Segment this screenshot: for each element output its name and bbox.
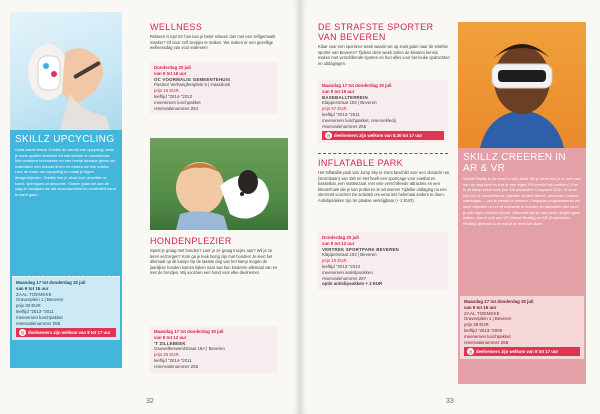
upcycling-reservation: reservatienummer Z68 bbox=[16, 320, 61, 326]
hondenplezier-venue: 'T ZILLEBEEK bbox=[154, 340, 186, 346]
vr-age: leeftijd "2013-"2009 bbox=[464, 327, 503, 333]
vr-badge-text: deelnemers zijn welkom van 8 tot 17 uur bbox=[476, 348, 559, 354]
wellness-reservation: reservatienummer Z64 bbox=[154, 105, 199, 111]
upcycling-info bbox=[12, 276, 120, 340]
vr-boy-illustration bbox=[458, 22, 586, 148]
page-number-right: 33 bbox=[446, 398, 454, 405]
vr-venue: ZAAL TOEMEKE bbox=[464, 310, 500, 316]
upcycling-date: Maandag 17 tot donderdag 20 juli bbox=[16, 280, 86, 285]
strafste-price: prijs 67 EUR bbox=[322, 106, 347, 112]
inflatable-article bbox=[318, 158, 450, 204]
inflatable-extra: optie antislipsokken + 2 EUR bbox=[322, 281, 383, 287]
inflatable-price: prijs 19 EUR bbox=[322, 258, 347, 264]
hondenplezier-date: Maandag 17 tot donderdag 20 juli bbox=[154, 329, 224, 334]
inflatable-reservation: reservatienummer Z67 bbox=[322, 275, 367, 281]
hondenplezier-info bbox=[150, 326, 278, 373]
inflatable-body: Het Inflatable park van Jump Sky te Gent beschikt over een obstacle run (stormbaan) van 150 m! Het heeft een sportcage voor voetbal en basketbal, een mattenzaal, met vele verschillende attracties en een kleuterhoek die je kan proberen te veroveren! Tijdelke uitdaging na een sterrenrit voorziet! De activiteit om eens iets helemaal anders te doen. Antislipsokken zijn ter plaatse verkrijgbaar (+ 2 EUR). bbox=[318, 170, 450, 203]
upcycling-badge bbox=[16, 328, 116, 337]
strafste-meeting: meenemen lunchpakket, reservekledij bbox=[322, 117, 396, 123]
wellness-price: prijs 18 EUR bbox=[154, 88, 179, 94]
wellness-body: Relaxen is top! En hoe kan je beter relaxen dan met een zelfgemaakt masker? Of door zelf zeepjes te maken. We maken er een gezellige wellnessdag van voor iedereen! bbox=[150, 34, 276, 51]
vr-reservation: reservatienummer Z68 bbox=[464, 339, 509, 345]
wellness-time: van 9 tot 16 uur bbox=[154, 70, 187, 76]
hondenplezier-title: HONDENPLEZIER bbox=[150, 236, 232, 246]
vr-badge bbox=[464, 347, 580, 356]
upcycling-badge-text: doelnemers zijn welkom van 8 tot 17 uur bbox=[28, 329, 111, 335]
section-divider bbox=[318, 153, 448, 154]
clock-icon: ◷ bbox=[326, 132, 331, 138]
hondenplezier-address: Gauwelkeswerdstraat 18A | Beveren bbox=[154, 346, 225, 352]
inflatable-info bbox=[318, 232, 448, 290]
clock-icon: ◷ bbox=[20, 329, 25, 335]
hondenplezier-article bbox=[150, 236, 282, 276]
upcycling-age: leeftijd "2013-"2011 bbox=[16, 308, 54, 314]
hondenplezier-price: prijs 25 EUR bbox=[154, 352, 179, 358]
upcycling-price: prijs 30 EUR bbox=[16, 303, 41, 309]
hondenplezier-body: Speel je graag met honden? Leer je ze graag trucjes aan? Wil je ze leren verzorgen? Kom ga je leuk bezig zijn met honden! Je leert het allemaal op dit kamp! Op de laatste dag van het kamp mogen de jaarlijkse honden komen kijken naar wat hun kinderen allemaal van en met de hondjes. Wij voorzien een hond voor elke deelnemer. bbox=[150, 248, 278, 276]
vr-date: Maandag 17 tot donderdag 20 juli bbox=[464, 299, 534, 304]
wellness-meeting: meenemen lunchpakket bbox=[154, 99, 201, 105]
strafste-reservation: reservatienummer Z66 bbox=[322, 123, 367, 129]
strafste-venue: BASEBALLTERREIN bbox=[322, 94, 368, 100]
vr-price: prijs 38 EUR bbox=[464, 322, 489, 328]
inflatable-title: INFLATABLE PARK bbox=[318, 158, 404, 168]
vr-info bbox=[460, 296, 584, 359]
strafste-time: van 9 tot 16 uur bbox=[322, 88, 355, 94]
wellness-age: leeftijd "2014-"2012 bbox=[154, 93, 193, 99]
upcycling-venue: ZAAL TOEMEKE bbox=[16, 291, 52, 297]
upcycling-address: Gravenplein 1 | Beveren bbox=[16, 297, 64, 303]
wellness-article bbox=[150, 22, 282, 51]
inflatable-meeting: meenemen antislipsokken bbox=[322, 269, 373, 275]
strafste-badge-text: deelnemers zijn welkom van 8.30 tot 17 uur bbox=[334, 132, 423, 138]
upcycling-time: van 9 tot 16 uur bbox=[16, 285, 49, 291]
upcycling-title: SKILLZ UPCYCLING bbox=[15, 134, 115, 145]
hondenplezier-age: leeftijd "2014-"2011 bbox=[154, 357, 192, 363]
strafste-title: DE STRAFSTE SPORTER VAN BEVEREN bbox=[318, 22, 434, 42]
kid-painting-illustration bbox=[10, 12, 122, 130]
strafste-address: Klapperstraat 103 | Beveren bbox=[322, 100, 377, 106]
strafste-info bbox=[318, 80, 448, 143]
vr-title: SKILLZ CREEREN IN AR & VR bbox=[463, 152, 566, 174]
vr-body: Virtual Reality is de trend in tech-land! Wil je leren hoe je er zelf mee aan de slag kunt en hoe je een eigen VR-wereld kan creëren? Dan is dit kamp zeker voor jou! We ontdekken Cospaces EDU. In deze tool kun je verschillende objecten vinden: dieren, personen, huizen, voertuigen … om je wereld te creëren. Cospaces programmeren we onze objecten om ze te interactie te kunnen en aanvullen dan vond je ook eigen virtuele wereld. Uiteraard kijk je naar onze dingen gaan maken, kan je ook wat VR (Virtual Reality) en AR (Augmented Reality) allemaal is en wat je er mee kan doen. bbox=[463, 176, 581, 226]
wellness-info bbox=[150, 62, 278, 114]
hondenplezier-reservation: reservatienummer Z65 bbox=[154, 363, 199, 369]
inflatable-time: van 9 tot 12 uur bbox=[322, 240, 355, 246]
hondenplezier-time: van 9 tot 12 uur bbox=[154, 334, 187, 340]
wellness-title: WELLNESS bbox=[150, 22, 203, 32]
clock-icon: ◷ bbox=[468, 348, 473, 354]
strafste-date: Maandag 17 tot donderdag 20 juli bbox=[322, 83, 392, 88]
inflatable-age: leeftijd "2013-"2010 bbox=[322, 263, 361, 269]
strafste-age: leeftijd "2013-"2011 bbox=[322, 111, 360, 117]
vr-time: van 9 tot 16 uur bbox=[464, 304, 497, 310]
vr-address: Gravenplein 1 | Beveren bbox=[464, 316, 512, 322]
vr-meeting: meenemen lunchpakket bbox=[464, 333, 511, 339]
inflatable-venue: VERTREK SPORTPARK BEVEREN bbox=[322, 246, 399, 252]
inflatable-address: Klapperstraat 103 | Beveren bbox=[322, 252, 377, 258]
photo-kid-painting bbox=[10, 12, 122, 130]
strafste-body: Klaar voor een sportieve week waarin we op zoek gaan naar de strafste sporter van Beveren? Tijdens deze week zullen de kleuters kennis maken met verschillende sporten en hun alles voor het leuke opdrachten en uitdagingen. bbox=[318, 44, 450, 66]
wellness-date: Donderdag 20 juli bbox=[154, 65, 191, 70]
inflatable-date: Donderdag 20 juli bbox=[322, 235, 359, 240]
photo-vr-boy bbox=[458, 22, 586, 148]
boy-dog-illustration bbox=[150, 138, 288, 230]
strafste-article bbox=[318, 22, 450, 66]
upcycling-meeting: meenemen lunchpakket bbox=[16, 314, 63, 320]
wellness-address: Pastoor Verhaeghenplein 5 | Haasdonk bbox=[154, 82, 231, 88]
strafste-badge bbox=[322, 131, 444, 140]
page-number-left: 32 bbox=[146, 398, 154, 405]
wellness-venue: OC VOORMALIG GEMEENTEHUIS bbox=[154, 76, 231, 82]
upcycling-body: Ouds wordt nieuw! Ontdek de wereld van upcycling, waar je oude spullen omtovert tot iets nieuws en waardevols. Met creatieve technieken en een beetje fantasie geven we materialen een tweede leven en maken we iets unieks. Leer de basis van upcycling en maak je eigen designobjecten. Ontdek hoe je afval kunt omzetten in kunst, speelgoed of decoratie. Samen gaan we aan de slag en bewijzen we dat duurzaamheid en creativiteit hand in hand gaan. bbox=[15, 147, 116, 197]
photo-boy-dog bbox=[150, 138, 288, 230]
